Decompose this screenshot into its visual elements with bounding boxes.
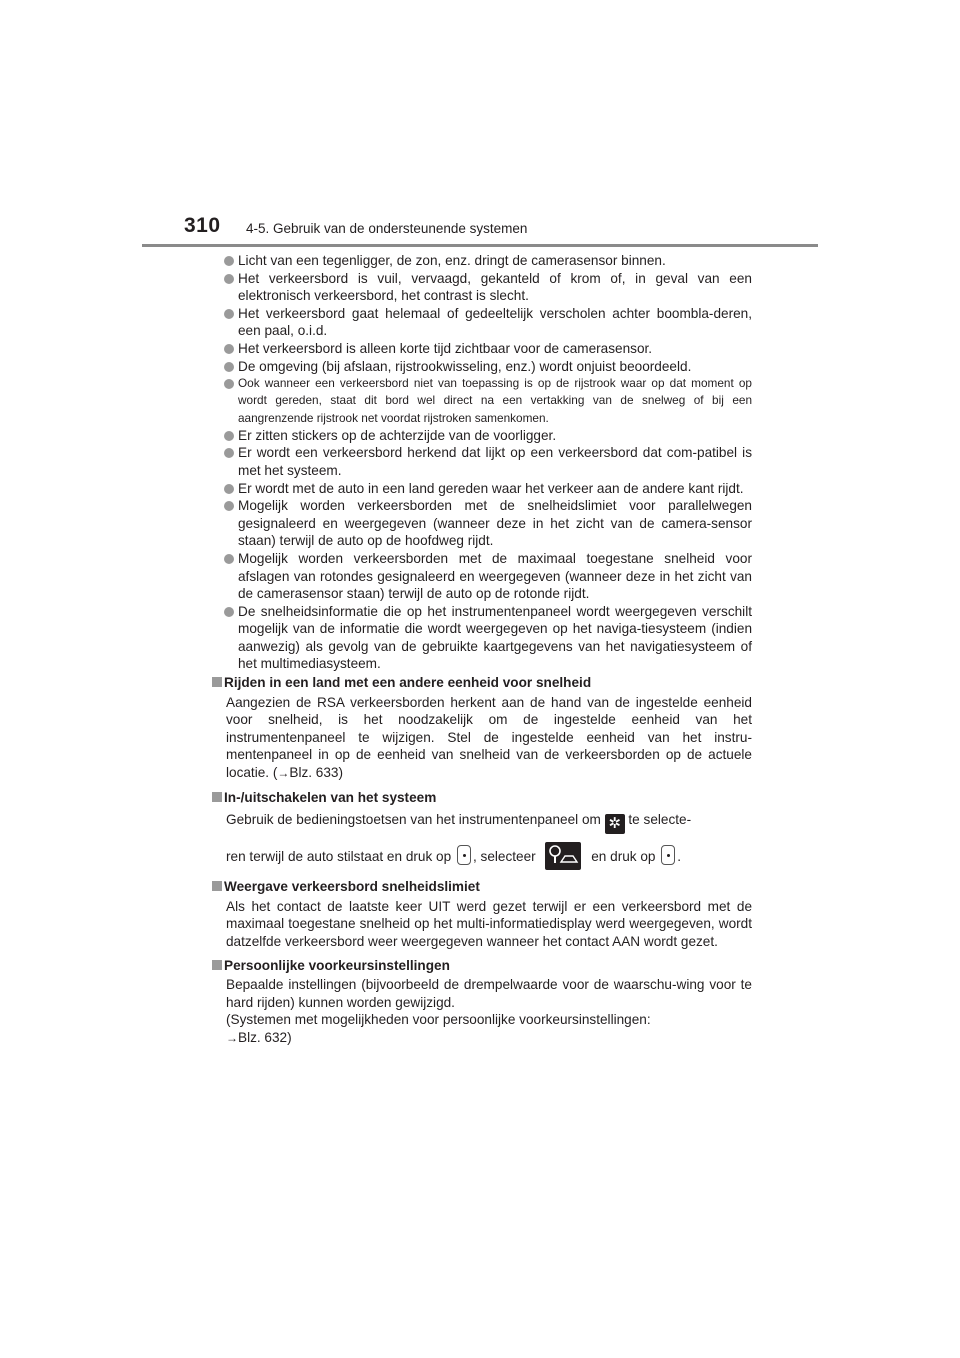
ok-button-icon — [661, 845, 675, 865]
list-item: Mogelijk worden verkeersborden met de snelheidslimiet voor parallelwegen gesignaleerd en weergegeven (wanneer deze in het zicht van de camera-sensor staan) terwijl de auto op de hoofdweg rijdt. — [212, 497, 752, 550]
bullet-icon — [224, 554, 234, 564]
bullet-icon — [224, 309, 234, 319]
page-reference[interactable]: Blz. 632) — [238, 1029, 292, 1045]
section-heading: Weergave verkeersbord snelheidslimiet — [212, 878, 752, 896]
section-heading: Rijden in een land met een andere eenheid voor snelheid — [212, 674, 752, 692]
list-item: Licht van een tegenligger, de zon, enz. dringt de camerasensor binnen. — [212, 252, 752, 270]
arrow-icon: → — [277, 766, 290, 781]
list-item: De snelheidsinformatie die op het instrumentenpaneel wordt weergegeven verschilt mogelijk van de informatie die wordt weergegeven op het naviga-tiesysteem (indien aanwezig) als gevolg van de gebruikte kaartgegevens van het navigatiesysteem of het multimediasysteem. — [212, 603, 752, 673]
list-item: Het verkeersbord is vuil, vervaagd, gekanteld of krom of, in geval van een elektronisch verkeersbord, het contrast is slecht. — [212, 270, 752, 305]
list-item: Het verkeersbord is alleen korte tijd zichtbaar voor de camerasensor. — [212, 340, 752, 358]
list-item: De omgeving (bij afslaan, rijstrookwisseling, enz.) wordt onjuist beoordeeld. — [212, 358, 752, 376]
section-display — [212, 878, 752, 950]
list-item: Er zitten stickers op de achterzijde van de voorligger. — [212, 427, 752, 445]
section-heading: Persoonlijke voorkeursinstellingen — [212, 957, 752, 975]
square-bullet-icon — [212, 792, 222, 802]
page-reference[interactable]: Blz. 633) — [289, 765, 344, 781]
gear-icon: ✲ — [605, 814, 625, 834]
list-item: Mogelijk worden verkeersborden met de maximaal toegestane snelheid voor afslagen van rotondes gesignaleerd en weergegeven (wanneer deze in het zicht van de camerasensor staan) terwijl de auto op de rotonde rijdt. — [212, 550, 752, 603]
page-content — [212, 252, 752, 1054]
bullet-icon — [224, 607, 234, 617]
limitations-list — [212, 252, 752, 673]
list-item: Ook wanneer een verkeersbord niet van toepassing is op de rijstrook waar op dat moment op wordt gereden, staat dit bord wel direct na een vertakking van de snelweg of bij een aangrenzende rijstrook net voordat rijstroken samenkomen. — [212, 375, 752, 427]
bullet-icon — [224, 448, 234, 458]
bullet-icon — [224, 274, 234, 284]
section-body: Gebruik de bedieningstoetsen van het instrumentenpaneel om ✲ te selecte- ren terwijl de auto stilstaat en druk op , selecteer en druk op . — [212, 810, 752, 872]
bullet-icon — [224, 256, 234, 266]
page-header — [184, 214, 824, 248]
section-toggle — [212, 789, 752, 873]
section-title: 4-5. Gebruik van de ondersteunende systemen — [246, 221, 528, 236]
ok-button-icon — [457, 845, 471, 865]
road-sign-assist-icon — [545, 842, 581, 870]
header-rule — [142, 244, 818, 247]
section-heading: In-/uitschakelen van het systeem — [212, 789, 752, 807]
arrow-icon: → — [226, 1030, 238, 1045]
list-item: Er wordt met de auto in een land gereden waar het verkeer aan de andere kant rijdt. — [212, 480, 752, 498]
page-number: 310 — [184, 214, 221, 237]
bullet-icon — [224, 431, 234, 441]
list-item: Er wordt een verkeersbord herkend dat lijkt op een verkeersbord dat com-patibel is met het systeem. — [212, 444, 752, 479]
section-body: Bepaalde instellingen (bijvoorbeeld de drempelwaarde voor de waarschu-wing voor te hard rijden) kunnen worden gewijzigd. (Systemen met mogelijkheden voor persoonlijke voorkeursinstellingen: →Blz. 632) — [226, 977, 752, 1045]
bullet-icon — [224, 501, 234, 511]
section-body: Aangezien de RSA verkeersborden herkent aan de hand van de ingestelde eenheid voor snelheid, is het noodzakelijk om de ingestelde eenheid van het instrumentenpaneel te wijzigen. Stel de ingestelde eenheid van het instru-mentenpaneel in op de eenheid van snelheid van de verkeersborden op de actuele locatie. (→Blz. 633) — [226, 694, 752, 781]
section-unit — [212, 674, 752, 783]
bullet-icon — [224, 362, 234, 372]
bullet-icon — [224, 484, 234, 494]
square-bullet-icon — [212, 881, 222, 891]
section-custom — [212, 957, 752, 1048]
bullet-icon — [224, 344, 234, 354]
square-bullet-icon — [212, 960, 222, 970]
list-item: Het verkeersbord gaat helemaal of gedeeltelijk verscholen achter boombla-deren, een paal, o.i.d. — [212, 305, 752, 340]
square-bullet-icon — [212, 677, 222, 687]
section-body: Als het contact de laatste keer UIT werd gezet terwijl er een verkeersbord met de maximaal toegestane snelheid op het multi-informatiedisplay werd weergegeven, wordt datzelfde verkeersbord weer weergegeven wanneer het contact AAN wordt gezet. — [226, 898, 752, 950]
bullet-icon — [224, 379, 234, 389]
